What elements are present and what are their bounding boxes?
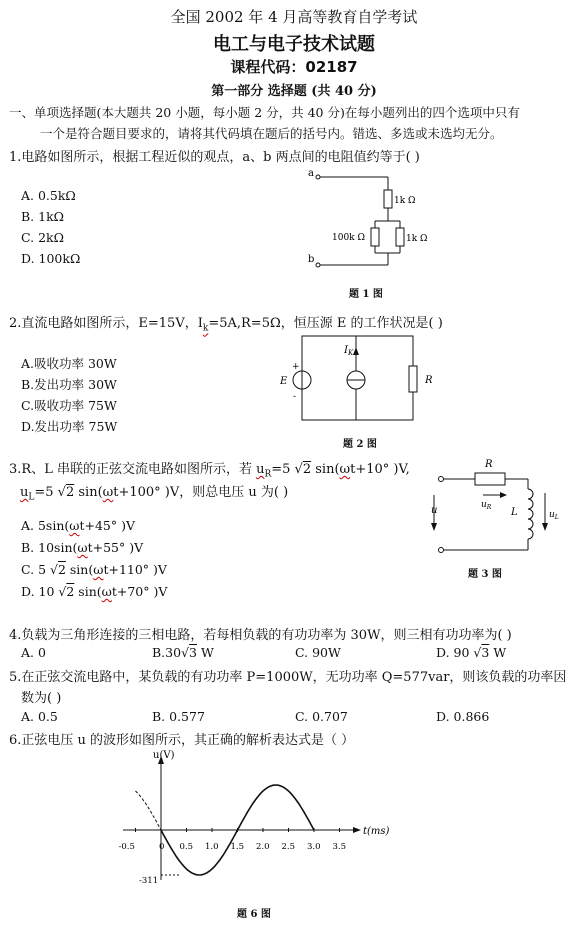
q4-option-c: C. 90W — [295, 645, 341, 660]
course-code: 课程代码：02187 — [230, 58, 358, 76]
q3-option-a — [21, 518, 135, 533]
q3-resistor-label: R — [485, 459, 493, 470]
q3-c-mid: sin( — [65, 562, 94, 577]
q3-total-voltage-label: u — [431, 505, 438, 516]
exam-title: 全国 2002 年 4 月高等教育自学考试 — [170, 8, 418, 26]
q3-a-omega: ω — [69, 518, 80, 533]
q3-fig-uL: u — [549, 510, 555, 520]
q4-d-pre: D. 90 — [436, 645, 470, 660]
q3-uL-u: u — [20, 485, 29, 500]
q3-fig-uR-sub: R — [486, 504, 492, 511]
q3-uR — [256, 462, 272, 480]
q3-a-post: t+45° )V — [79, 518, 136, 533]
q3-d-pre: D. 10 — [21, 584, 59, 599]
q6-tick-label: 1.0 — [205, 842, 219, 852]
q5-stem-line2: 数为( ) — [21, 691, 62, 706]
q6-tick-label: 2.5 — [281, 842, 296, 852]
q3-d-post: t+70° )V — [111, 584, 168, 599]
q3-figure-caption: 题 3 图 — [468, 569, 502, 580]
q3-option-b — [21, 540, 143, 555]
q6-x-label: t(ms) — [363, 826, 390, 837]
q3-option-c — [21, 562, 167, 577]
sqrt-icon: √ — [181, 645, 190, 660]
section-instructions-line2: 一个是符合题目要求的，请将其代码填在题后的括号内。错选、多选或未选均无分。 — [40, 126, 503, 141]
q2-resistor-label: R — [425, 375, 433, 386]
q3-fig-uL-sub: L — [554, 514, 559, 521]
q3-option-d — [21, 584, 167, 599]
q6-tick-label: -0.5 — [118, 842, 135, 852]
q3-b-post: t+55° )V — [87, 540, 144, 555]
q3-c-post: t+110° )V — [103, 562, 167, 577]
q5-option-c: C. 0.707 — [295, 709, 348, 724]
q4-b-unit: W — [197, 645, 214, 660]
subject-title: 电工与电子技术试题 — [213, 34, 375, 55]
q6-stem: 6.正弦电压 u 的波形如图所示，其正确的解析表达式是（ ） — [9, 733, 355, 748]
sqrt-icon: √ — [469, 645, 482, 660]
q3-b-pre: B. 10sin( — [21, 540, 78, 555]
q5-option-b: B. 0.577 — [152, 709, 205, 724]
q3-c-omega: ω — [93, 562, 104, 577]
sqrt-icon: √ — [57, 485, 66, 500]
q3-d-root: 2 — [66, 584, 75, 599]
q5-option-a: A. 0.5 — [21, 709, 58, 724]
q2-current-sub: K — [347, 349, 354, 357]
q1-node-a: a — [308, 168, 314, 179]
q6-y-label: u(V) — [153, 750, 175, 761]
q3-uR-amp: =5 — [271, 462, 295, 477]
q2-stem-sub: k — [202, 323, 209, 334]
q6-tick-label: 0 — [159, 842, 165, 852]
q3-uR-root: 2 — [302, 462, 312, 477]
q2-figure-caption: 题 2 图 — [343, 439, 377, 450]
part-heading: 第一部分 选择题 (共 40 分) — [211, 84, 377, 99]
q1-stem: 1.电路如图所示，根据工程近似的观点，a、b 两点间的电阻值约等于( ) — [9, 150, 420, 165]
q3-uR-sin: sin( — [311, 462, 340, 477]
q2-current-i: I — [344, 345, 348, 356]
q3-uR-label — [481, 500, 492, 511]
q2-stem — [9, 312, 443, 334]
q1-circuit-diagram — [300, 165, 430, 275]
q2-stem-text: 2.直流电路如图所示，E=15V，I — [9, 316, 203, 331]
q6-sine-curve-extension — [136, 791, 162, 830]
q3-uL — [20, 485, 35, 503]
q2-plus-sign: + — [292, 362, 300, 372]
q2-source-e: E — [280, 376, 288, 387]
q3-uR-omega: ω — [339, 462, 351, 477]
section-instructions-line1: 一、单项选择题(本大题共 20 小题，每小题 2 分，共 40 分)在每小题列出的四个选项中只有 — [9, 105, 520, 120]
q4-option-a: A. 0 — [21, 645, 46, 660]
q1-option-b: B. 1kΩ — [21, 209, 65, 224]
q3-fig-uR: u — [481, 500, 487, 510]
q1-option-c: C. 2kΩ — [21, 230, 64, 245]
q4-d-root: 3 — [481, 645, 490, 660]
q4-stem: 4.负载为三角形连接的三相电路，若每相负载的有功功率为 30W，则三相有功功率为( ) — [9, 628, 512, 643]
q3-c-root: 2 — [57, 562, 66, 577]
q6-tick-label: 3.5 — [332, 842, 347, 852]
q3-stem-prefix: 3.R、L 串联的正弦交流电路如图所示，若 — [9, 462, 257, 477]
q3-c-pre: C. 5 — [21, 562, 50, 577]
q2-source-e-label — [279, 376, 288, 387]
q6-waveform-plot — [115, 750, 395, 900]
q3-uL-amp: =5 — [34, 485, 58, 500]
q6-tick-label: 2.0 — [256, 842, 270, 852]
q6-ymin-label: -311 — [139, 876, 159, 886]
q3-d-mid: sin( — [74, 584, 102, 599]
q2-circuit-diagram — [276, 333, 446, 428]
q3-uR-phase: t+10° )V, — [350, 462, 410, 477]
q5-option-d: D. 0.866 — [436, 709, 490, 724]
q3-stem-line1 — [9, 458, 410, 480]
q3-circuit-diagram — [425, 455, 575, 565]
q1-resistor-1k-top-label: 1k Ω — [394, 196, 416, 206]
q4-b-root: 3 — [189, 645, 197, 660]
q3-d-omega: ω — [101, 584, 112, 599]
q1-option-a: A. 0.5kΩ — [21, 188, 76, 203]
q1-resistor-100k-label: 100k Ω — [332, 233, 365, 243]
q6-figure-caption: 题 6 图 — [237, 909, 271, 920]
q3-uL-phase: t+100° )V，则总电压 u 为( ) — [113, 485, 289, 500]
q3-uR-u: u — [256, 462, 265, 477]
q3-uR-sub: R — [264, 469, 272, 480]
q1-figure-caption: 题 1 图 — [349, 289, 383, 300]
q3-stem-line2 — [20, 481, 288, 503]
q2-option-c: C.吸收功率 75W — [21, 398, 117, 413]
q4-option-b — [152, 645, 214, 660]
sqrt-icon: √ — [294, 462, 303, 477]
q3-uL-sin: sin( — [74, 485, 103, 500]
q2-minus-sign: - — [293, 392, 297, 402]
q1-node-b: b — [308, 254, 315, 265]
q6-tick-label: 3.0 — [307, 842, 321, 852]
q2-stem-rest: =5A,R=5Ω，恒压源 E 的工作状况是( ) — [208, 316, 443, 331]
q5-stem-line1: 5.在正弦交流电路中，某负载的有功功率 P=1000W，无功功率 Q=577var，则该负载的功率因 — [9, 670, 567, 685]
q1-resistor-1k-right-label: 1k Ω — [406, 234, 428, 244]
q6-tick-label: 1.5 — [230, 842, 245, 852]
q3-a-pre: A. 5sin( — [21, 518, 70, 533]
q4-b-pre: B.30 — [152, 645, 182, 660]
q2-current-label — [343, 345, 354, 357]
sqrt-icon: √ — [58, 584, 67, 599]
q3-inductor-label: L — [511, 507, 518, 518]
q1-option-d: D. 100kΩ — [21, 251, 81, 266]
q4-d-unit: W — [489, 645, 507, 660]
q3-uL-label — [549, 510, 559, 521]
q6-tick-label: 0.5 — [179, 842, 194, 852]
q2-option-d: D.发出功率 75W — [21, 419, 118, 434]
q3-uL-omega: ω — [102, 485, 114, 500]
q2-option-b: B.发出功率 30W — [21, 377, 117, 392]
sqrt-icon: √ — [50, 562, 58, 577]
q3-uL-root: 2 — [65, 485, 75, 500]
q3-b-omega: ω — [77, 540, 88, 555]
q4-option-d — [436, 645, 506, 660]
q2-option-a: A.吸收功率 30W — [21, 356, 117, 371]
q3-uL-sub: L — [28, 492, 35, 503]
